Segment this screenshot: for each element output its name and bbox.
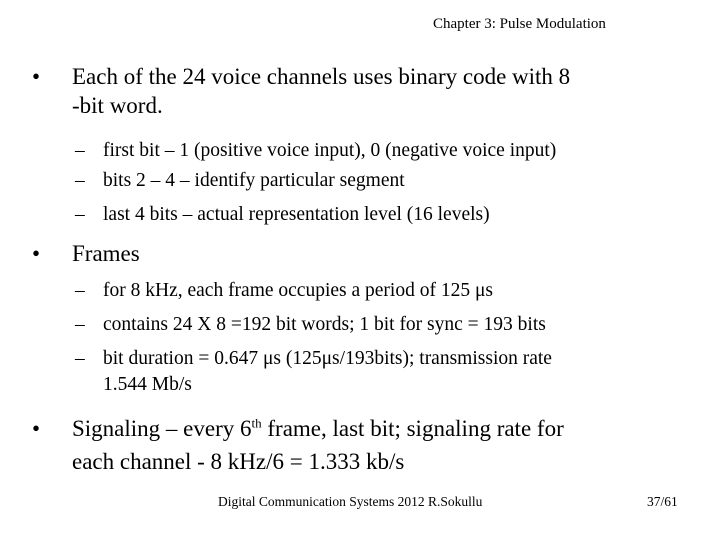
signaling-text-start: Signaling – every 6 bbox=[72, 416, 252, 441]
sub-bullet-bits-2-4 bbox=[75, 164, 675, 198]
dash-marker: – bbox=[75, 348, 85, 369]
sub-bullet-text: for 8 kHz, each frame occupies a period of 125 μs bbox=[103, 280, 494, 301]
sub-bullet-bit-words bbox=[75, 308, 675, 342]
sub-bullet-text: first bit – 1 (positive voice input), 0 (negative voice input) bbox=[103, 140, 557, 161]
sub-bullet-text-line-2: 1.544 Mb/s bbox=[103, 374, 192, 395]
bullet-marker: • bbox=[32, 241, 41, 266]
dash-marker: – bbox=[75, 170, 85, 191]
sub-bullet-bit-duration bbox=[75, 344, 675, 400]
bullet-signaling bbox=[32, 412, 692, 478]
bullet-text bbox=[72, 62, 692, 120]
bullet-text-line-1: Each of the 24 voice channels uses binary code with 8 bbox=[72, 64, 571, 89]
bullet-text-line-1 bbox=[72, 412, 692, 445]
sub-bullet-text: bits 2 – 4 – identify particular segment bbox=[103, 170, 405, 191]
dash-marker: – bbox=[75, 314, 85, 335]
signaling-text-end: frame, last bit; signaling rate for bbox=[261, 416, 564, 441]
dash-marker: – bbox=[75, 140, 85, 161]
ordinal-superscript: th bbox=[251, 415, 262, 431]
footer-source: Digital Communication Systems 2012 R.Sokullu bbox=[218, 494, 483, 509]
slide-header: Chapter 3: Pulse Modulation bbox=[433, 16, 606, 32]
page-number: 37/61 bbox=[647, 494, 678, 509]
sub-bullet-text: last 4 bits – actual representation level (16 levels) bbox=[103, 204, 490, 225]
bullet-text bbox=[72, 412, 692, 478]
sub-bullet-last-4-bits bbox=[75, 198, 675, 232]
bullet-text: Frames bbox=[72, 241, 140, 266]
bullet-marker: • bbox=[32, 64, 41, 89]
sub-bullet-text-line-1: bit duration = 0.647 μs (125μs/193bits); transmission rate bbox=[103, 348, 552, 369]
bullet-voice-channels bbox=[32, 62, 692, 120]
bullet-text-line-2: -bit word. bbox=[72, 93, 163, 118]
dash-marker: – bbox=[75, 204, 85, 225]
sub-bullet-text: contains 24 X 8 =192 bit words; 1 bit for sync = 193 bits bbox=[103, 314, 546, 335]
bullet-frames bbox=[32, 239, 692, 268]
sub-bullet-text bbox=[103, 344, 675, 400]
sub-bullet-frame-period bbox=[75, 274, 675, 308]
bullet-text-line-2: each channel - 8 kHz/6 = 1.333 kb/s bbox=[72, 449, 405, 474]
sub-bullet-first-bit bbox=[75, 134, 675, 168]
bullet-marker: • bbox=[32, 416, 41, 441]
dash-marker: – bbox=[75, 280, 85, 301]
